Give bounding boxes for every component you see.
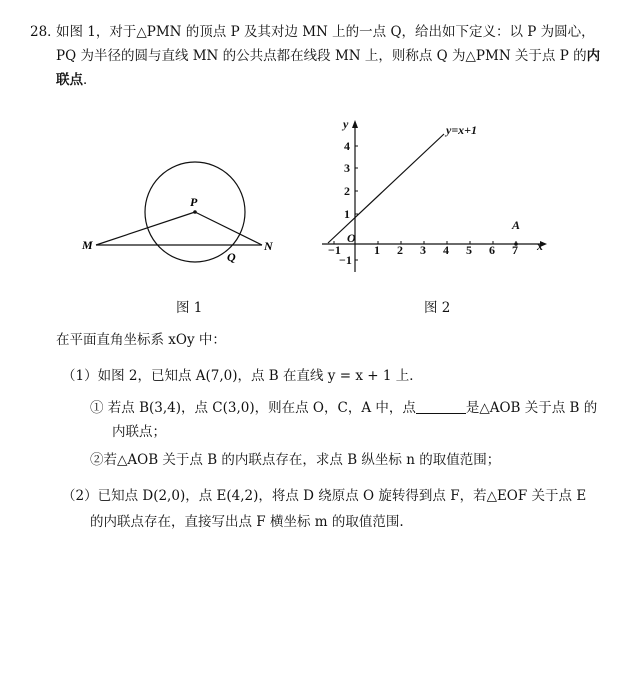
fig2-y-tick-label: −1	[339, 253, 352, 267]
part1-question1-cont: 内联点；	[112, 424, 166, 440]
answer-blank[interactable]	[416, 399, 466, 414]
fig1-caption: 图 1	[176, 300, 203, 316]
intro-line-2-text: PQ 为半径的圆与直线 MN 的公共点都在线段 MN 上，则称点 Q 为△PMN 关于点 P 的	[56, 48, 587, 64]
fig2-x-tick-label: 3	[420, 243, 426, 257]
fig1-label-Q: Q	[227, 250, 236, 264]
part1-prefix: （1）如图 2，已知点 A(7,0)，点 B 在直线 y = x + 1 上．	[62, 368, 423, 384]
fig2-x-tick-label: −1	[328, 243, 341, 257]
fig2-y-tick-label: 2	[344, 184, 350, 198]
fig2-origin-label: O	[347, 231, 356, 245]
intro-line-1: 如图 1，对于△PMN 的顶点 P 及其对边 MN 上的一点 Q，给出如下定义：以 P 为圆心，	[56, 24, 595, 40]
fig2-y-arrow	[352, 120, 358, 128]
fig2-y-tick-label: 1	[344, 207, 350, 221]
fig2-x-tick-label: 5	[466, 243, 472, 257]
part2-line-2: 的内联点存在，直接写出点 F 横坐标 m 的取值范围.	[90, 514, 404, 530]
part1-q1-text-b: 是△AOB 关于点 B 的	[465, 400, 598, 416]
fig2-x-tick-label: 6	[489, 243, 495, 257]
intro-bold-term-2: 联点	[56, 72, 83, 88]
fig2-x-axis-label: x	[537, 239, 543, 253]
fig2-y-axis-label: y	[343, 117, 349, 131]
fig2-x-tick-label: 7	[512, 243, 518, 257]
fig2-x-tick-label: 2	[397, 243, 403, 257]
fig1-label-M: M	[82, 238, 93, 252]
intro-bold-term-1: 内	[586, 48, 601, 64]
fig2-x-tick-label: 1	[374, 243, 380, 257]
fig1-label-P: P	[190, 195, 198, 209]
part1-question2: ②若△AOB 关于点 B 的内联点存在，求点 B 纵坐标 n 的取值范围；	[90, 452, 501, 468]
fig1-label-N: N	[264, 239, 273, 253]
problem-number-text: 28．	[30, 24, 61, 40]
part2-line-1: （2）已知点 D(2,0)，点 E(4,2)，将点 D 绕原点 O 旋转得到点 F，若△EOF 关于点 E	[62, 488, 587, 504]
intro-line-3-end: ．	[83, 72, 97, 88]
fig2-y-tick-label: 3	[344, 161, 350, 175]
context-line: 在平面直角坐标系 xOy 中：	[56, 332, 226, 348]
fig2-point-A-label: A	[512, 218, 521, 232]
fig2-y-tick-label: 4	[344, 139, 350, 153]
fig2-line-label: y=x+1	[446, 123, 478, 137]
fig2-x-tick-label: 4	[443, 243, 449, 257]
fig2-caption: 图 2	[424, 300, 451, 316]
part1-q1-text-a: ① 若点 B(3,4)，点 C(3,0)，则在点 O，C，A 中，点	[90, 400, 416, 416]
part1-question1	[90, 398, 597, 418]
